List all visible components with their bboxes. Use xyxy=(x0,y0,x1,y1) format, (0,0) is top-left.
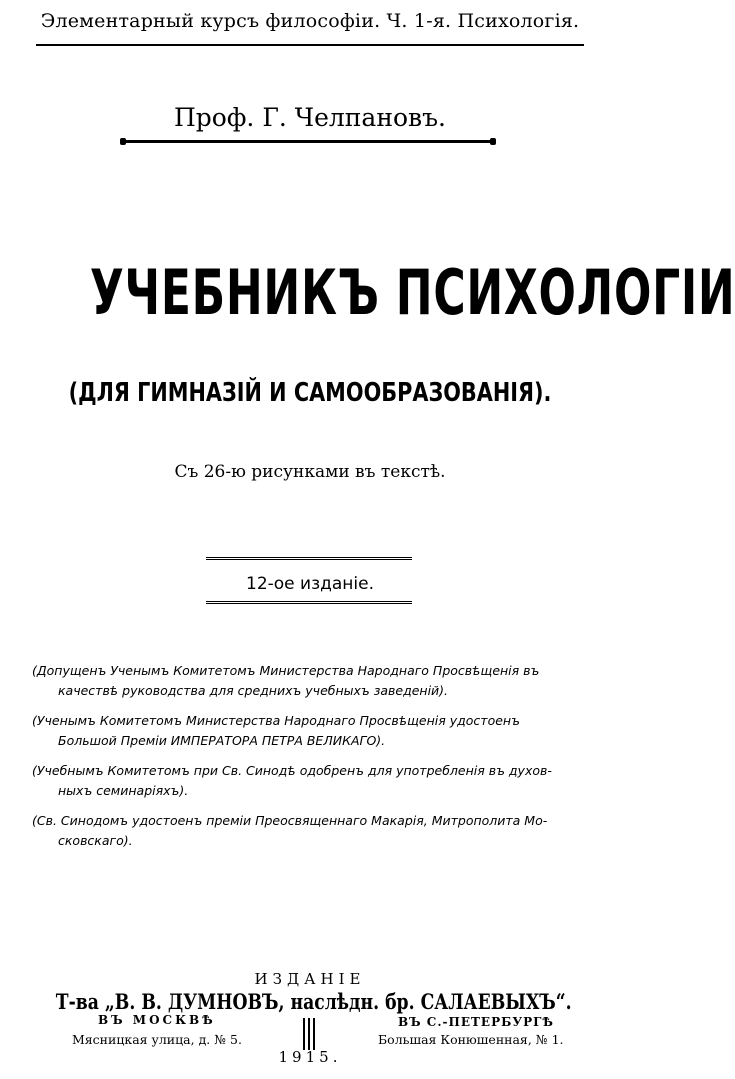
approval-note xyxy=(32,811,580,850)
author-name: Проф. Г. Челпановъ. xyxy=(174,103,446,132)
publisher-address-spb: Большая Конюшенная, № 1. xyxy=(378,1032,564,1047)
edition-rule-bottom xyxy=(206,601,412,604)
approval-line: ныхъ семинаріяхъ). xyxy=(58,782,189,798)
series-line: Элементарный курсъ философіи. Ч. 1-я. Психологія. xyxy=(40,10,580,32)
header-divider xyxy=(36,44,584,46)
publisher-city-moscow: ВЪ МОСКВѢ xyxy=(98,1013,216,1027)
approval-line: (Учебнымъ Комитетомъ при Св. Синодѣ одобренъ для употребленія въ духов- xyxy=(32,763,552,778)
approval-note xyxy=(32,661,580,700)
publisher-heading: ИЗДАНІЕ xyxy=(254,970,366,988)
approval-line: (Ученымъ Комитетомъ Министерства Народнаго Просвѣщенія удостоенъ xyxy=(32,713,520,728)
approval-line: Большой Преміи ИМПЕРАТОРА ПЕТРА ВЕЛИКАГО). xyxy=(58,732,386,748)
city-divider xyxy=(303,1018,315,1050)
edition-label: 12-ое изданіе. xyxy=(246,574,374,594)
author-underline xyxy=(122,140,494,143)
publisher-address-moscow: Мясницкая улица, д. № 5. xyxy=(72,1032,242,1047)
publisher-name: Т-ва „В. В. ДУМНОВЪ, наслѣдн. бр. САЛАЕВЫХЪ“. xyxy=(55,989,572,1014)
approval-line: (Допущенъ Ученымъ Комитетомъ Министерства Народнаго Просвѣщенія въ xyxy=(32,663,540,678)
approval-note xyxy=(32,761,580,800)
publication-year: 1915. xyxy=(278,1048,342,1066)
approval-line: (Св. Синодомъ удостоенъ преміи Преосвященнаго Макарія, Митрополита Мо- xyxy=(32,813,548,828)
approval-note xyxy=(32,711,580,750)
approval-notes xyxy=(32,661,580,861)
publisher-city-spb: ВЪ С.-ПЕТЕРБУРГѢ xyxy=(398,1015,554,1029)
edition-rule-top xyxy=(206,557,412,560)
approval-line: качествѣ руководства для среднихъ учебныхъ заведеній). xyxy=(58,682,449,698)
figures-note: Съ 26-ю рисунками въ текстѣ. xyxy=(174,462,446,482)
approval-line: сковскаго). xyxy=(58,832,133,848)
book-title: УЧЕБНИКЪ ПСИХОЛОГІИ xyxy=(89,256,735,329)
book-subtitle: (ДЛЯ ГИМНАЗІЙ И САМООБРАЗОВАНІЯ). xyxy=(68,378,552,408)
